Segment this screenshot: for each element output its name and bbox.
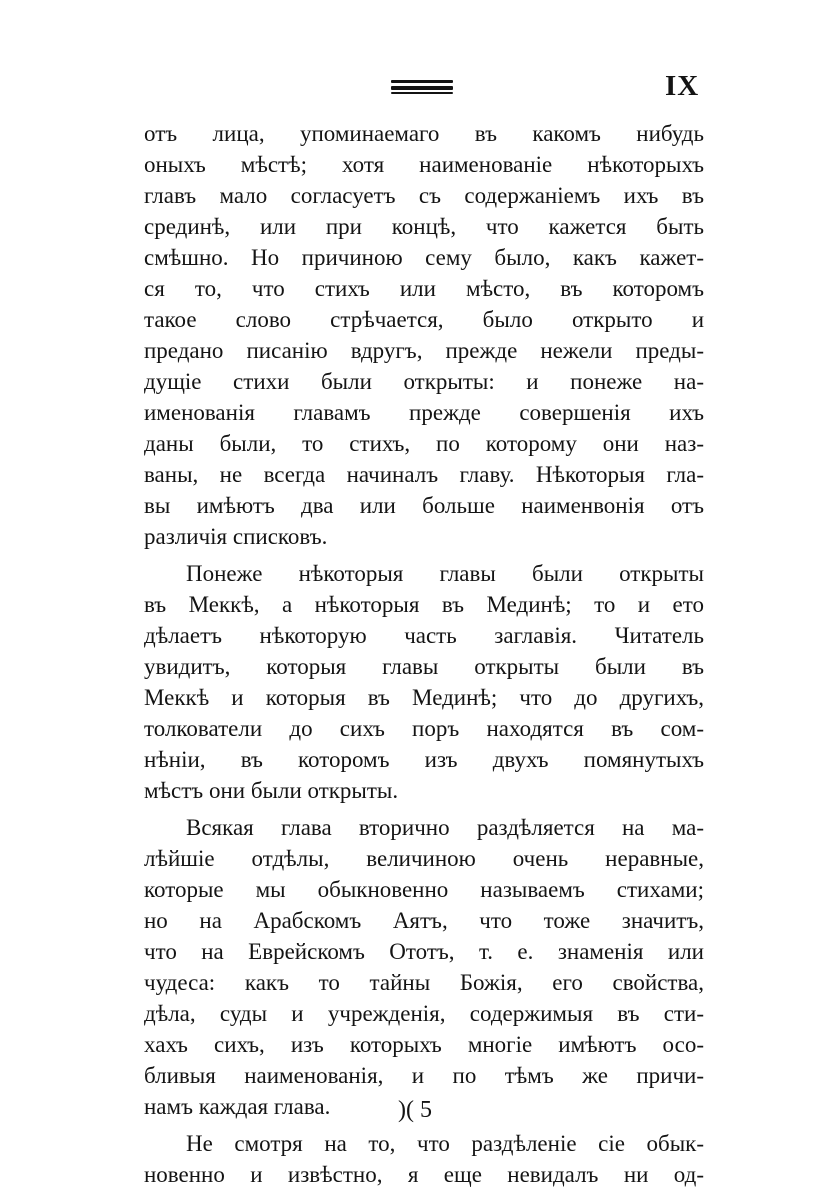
text-line: отъ лица, упоминаемаго въ какомъ нибудь [144,121,704,146]
text-line: увидитъ, которыя главы открыты были въ [144,654,704,679]
paragraph-4 [144,1128,704,1190]
text-line: хахъ сихъ, изъ которыхъ многіе имѣютъ осо- [144,1032,704,1057]
text-line: мѣстъ они были открыты. [144,778,399,803]
text-line: которые мы обыкновенно называемъ стихами; [144,877,704,902]
text-line: лѣйшіе отдѣлы, величиною очень неравные, [144,846,704,871]
text-line: но на Арабскомъ Аятъ, что тоже значитъ, [144,908,704,933]
text-line: Меккѣ и которыя въ Мединѣ; что до другихъ, [144,685,704,710]
text-line: именованія главамъ прежде совершенія ихъ [144,400,704,425]
text-line: ваны, не всегда начиналъ главу. Нѣкоторыя гла- [144,462,704,487]
paragraph-3 [144,812,704,1122]
text-line: срединѣ, или при концѣ, что кажется быть [144,214,704,239]
text-line: Не смотря на то, что раздѣленіе сіе обык- [186,1131,704,1156]
text-line: ся то, что стихъ или мѣсто, въ которомъ [144,276,704,301]
text-line: Всякая глава вторично раздѣляется на ма- [186,815,704,840]
text-line: смѣшно. Но причиною сему было, какъ кажет- [144,245,704,270]
text-line: различія списковъ. [144,524,328,549]
header-ornament-rule [391,80,453,94]
text-line: дущіе стихи были открыты: и понеже на- [144,369,704,394]
text-line: намъ каждая глава. [144,1094,331,1119]
text-line: вы имѣютъ два или больше наименвонія отъ [144,493,704,518]
signature-mark: )( 5 [398,1097,432,1123]
text-line: оныхъ мѣстѣ; хотя наименованіе нѣкоторыхъ [144,152,704,177]
body-text [144,118,704,1190]
text-line: такое слово стрѣчается, было открыто и [144,307,704,332]
text-line: главъ мало согласуетъ съ содержаніемъ ихъ въ [144,183,704,208]
text-line: чудеса: какъ то тайны Божія, его свойства, [144,970,704,995]
paragraph-2 [144,558,704,806]
text-line: Понеже нѣкоторыя главы были открыты [186,561,704,586]
text-line: дѣла, суды и учрежденія, содержимыя въ сти- [144,1001,704,1026]
page-number: IX [665,70,700,102]
text-line: дѣлаетъ нѣкоторую часть заглавія. Читатель [144,623,704,648]
paragraph-1 [144,118,704,552]
text-line: въ Меккѣ, а нѣкоторыя въ Мединѣ; то и ето [144,592,704,617]
text-line: даны были, то стихъ, по которому они наз- [144,431,704,456]
text-line: бливыя наименованія, и по тѣмъ же причи- [144,1063,704,1088]
text-line: что на Еврейскомъ Ототъ, т. е. знаменія или [144,939,704,964]
text-line: нѣніи, въ которомъ изъ двухъ помянутыхъ [144,747,704,772]
text-line: толкователи до сихъ поръ находятся въ сом- [144,716,704,741]
text-line: предано писанію вдругъ, прежде нежели преды- [144,338,704,363]
text-line: новенно и извѣстно, я еще невидалъ ни од- [144,1162,704,1187]
